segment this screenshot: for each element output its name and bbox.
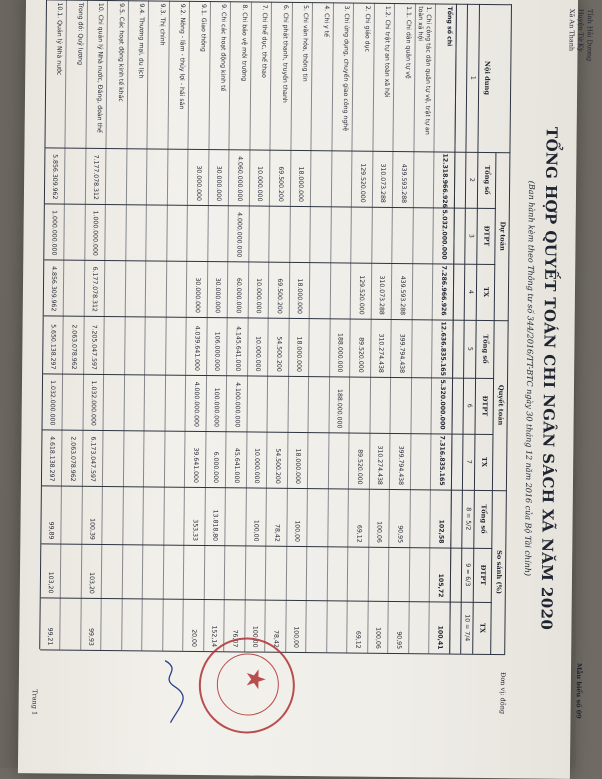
row-value: 102,58 (437, 491, 445, 543)
row-value (304, 208, 305, 258)
row-value (137, 488, 138, 540)
row-value (160, 263, 161, 313)
header-dtpt: ĐTPT (480, 378, 489, 434)
row-value: 152,14 (211, 601, 218, 647)
row-value: 4.618.138.297 (48, 431, 56, 481)
row-value: 78,42 (272, 602, 279, 648)
row-value: 100,41 (436, 603, 443, 649)
row-value: 7.316.835.165 (438, 435, 446, 485)
row-value: 129.520.000 (359, 153, 367, 203)
row-value: 69,12 (355, 491, 363, 543)
row-value (424, 491, 425, 543)
document-page (18, 0, 602, 763)
row-value: 6.177.078.312 (91, 262, 99, 312)
row-value (239, 547, 240, 595)
row-value (140, 206, 141, 256)
row-value: 353,33 (191, 489, 199, 541)
row-value: 99,93 (88, 600, 95, 646)
header-dtpt: ĐTPT (479, 548, 488, 602)
row-value: 105,72 (437, 549, 445, 597)
row-value (424, 435, 425, 485)
row-label: Tổng số chi (443, 7, 452, 149)
row-label: Trong đó: Quỹ lương (74, 3, 83, 145)
signature-mark (156, 657, 187, 727)
form-number: Mẫu biểu số 09 (575, 663, 584, 719)
row-value (427, 153, 428, 203)
row-value (179, 377, 180, 427)
row-value: 30.000.000 (215, 151, 223, 201)
row-value: 18.000.000 (296, 320, 304, 372)
row-label: 9.2. Nông - lâm - thủy lợi - hải sản (177, 4, 186, 146)
row-value (181, 207, 182, 257)
row-value (323, 320, 324, 372)
row-value: 90,95 (395, 603, 402, 649)
row-value (239, 489, 240, 541)
row-value (116, 488, 117, 540)
row-value: 4.100.000.000 (234, 377, 242, 427)
row-value (160, 207, 161, 257)
row-value (321, 548, 322, 596)
row-value: 30.000.000 (195, 151, 203, 201)
row-value (427, 209, 428, 259)
row-value (344, 264, 345, 314)
row-value (382, 549, 383, 597)
row-value: 10.000.000 (255, 320, 263, 372)
header-compare: So sánh (%) (494, 490, 504, 654)
row-value: 7.286.966.926 (440, 265, 448, 315)
row-value (118, 318, 119, 370)
row-value (79, 150, 80, 200)
row-value (323, 378, 324, 428)
row-value: 2.063.078.962 (69, 432, 77, 482)
row-value (159, 377, 160, 427)
header-total: Tổng số (479, 490, 488, 548)
row-label: 9.4. Thương mại, du lịch (136, 3, 145, 145)
row-value (198, 547, 199, 595)
row-value: 18.000.000 (294, 434, 302, 484)
column-index: 2 (468, 152, 476, 208)
row-value: 30.000.000 (214, 263, 222, 313)
row-value: 2.063.078.962 (70, 318, 78, 370)
row-label: 10. Chi quản lý Nhà nước, Đảng, đoàn thể (95, 3, 104, 145)
column-index: 3 (467, 208, 475, 264)
header-tx: TX (478, 602, 487, 654)
row-value: 54.500.200 (275, 320, 283, 372)
header-total: Tổng số (483, 152, 492, 208)
unit-label: Đơn vị: đồng (499, 672, 507, 714)
header-estimate: Dự toán (498, 152, 508, 320)
row-value: 39.641.000 (192, 433, 200, 483)
row-value (75, 546, 76, 594)
row-value (157, 547, 158, 595)
row-value: 1.000.000.000 (51, 205, 59, 255)
row-value (116, 546, 117, 594)
row-value (181, 151, 182, 201)
row-value: 100,00 (294, 490, 302, 542)
paper-sheet (18, 0, 578, 779)
row-value (405, 379, 406, 429)
row-value: 78,42 (273, 490, 281, 542)
row-label: 2. Chi giáo dục (361, 6, 370, 148)
document-subtitle: (Ban hành kèm theo Thông tư số 344/2016/TT-BTC ngày 30 tháng 12 năm 2016 của Bộ Tài chính) (521, 0, 538, 762)
row-value: 30.000.000 (194, 263, 202, 313)
row-value: 6.000.000 (212, 433, 220, 483)
row-value (137, 432, 138, 482)
row-value: 1.032.000.000 (49, 375, 57, 425)
row-value: 1.032.000.000 (90, 376, 98, 426)
row-value: 100,00 (253, 490, 261, 542)
settlement-table (594, 0, 602, 763)
row-value (321, 490, 322, 542)
province-label: Tỉnh Hải Dương (585, 9, 594, 61)
row-value (341, 548, 342, 596)
column-index: 5 (466, 320, 474, 378)
row-value: 90,95 (396, 491, 404, 543)
row-value (302, 378, 303, 428)
row-value (324, 264, 325, 314)
row-value (139, 318, 140, 370)
row-value (161, 151, 162, 201)
row-value (403, 549, 404, 597)
row-value (75, 488, 76, 540)
row-value: 89.520.000 (356, 435, 364, 485)
row-value (77, 376, 78, 426)
row-value: 106.000.000 (214, 319, 222, 371)
row-value: 69,12 (354, 603, 361, 649)
commune-label: Xã An Thanh (568, 9, 576, 51)
row-value: 100,39 (89, 488, 97, 540)
row-value (342, 490, 343, 542)
row-value: 69.500.200 (276, 264, 284, 314)
row-value (118, 376, 119, 426)
row-value (178, 433, 179, 483)
header-tx: TX (482, 264, 491, 320)
row-value (140, 150, 141, 200)
row-value (180, 319, 181, 371)
row-value (138, 376, 139, 426)
row-label: 8. Chi bảo vệ môi trường (238, 4, 247, 146)
row-value: 5.320.000.000 (439, 379, 447, 429)
row-value: 129.520.000 (358, 265, 366, 315)
row-value (119, 262, 120, 312)
row-value: 10.000.000 (256, 152, 264, 202)
row-label: 3. Chi ứng dụng, chuyển giao công nghệ (341, 5, 350, 147)
row-value: 5.032.000.000 (440, 209, 448, 259)
row-value: 439.593.288 (400, 153, 408, 203)
row-value (159, 319, 160, 371)
row-value (218, 547, 219, 595)
document-title: TỔNG HỢP QUYẾT TOÁN CHI NGÂN SÁCH XÃ NĂM 2020 (536, 0, 562, 763)
row-value (178, 489, 179, 541)
row-value: 7.177.078.312 (92, 150, 100, 200)
column-index: 6 (465, 378, 473, 434)
row-value (261, 378, 262, 428)
row-label: 9.1. Giao thông (197, 4, 206, 146)
district-label: Huyện Tứ Kỳ (576, 9, 584, 52)
row-value: 188.000.000 (337, 320, 345, 372)
row-value: 13.818,80 (212, 489, 220, 541)
row-value (177, 547, 178, 595)
row-value: 10.000.000 (253, 434, 261, 484)
row-value (263, 208, 264, 258)
row-value: 4.000.000.000 (193, 377, 201, 427)
row-value: 4.856.309.962 (50, 261, 58, 311)
row-label: 6. Chi phát thanh, truyền thanh (279, 5, 288, 147)
row-value: 310.073.288 (378, 265, 386, 315)
row-value (362, 549, 363, 597)
row-value (425, 379, 426, 429)
row-value: 103,20 (47, 545, 55, 593)
row-value: 100,00 (293, 602, 300, 648)
row-value: 100,06 (376, 491, 384, 543)
row-value: 20,00 (190, 601, 197, 647)
row-value: 12.318.966.926 (441, 153, 449, 203)
row-value (282, 378, 283, 428)
row-label: 10.1. Quản lý Nhà nước (54, 2, 63, 144)
row-value (222, 207, 223, 257)
row-value: 310.073.288 (379, 153, 387, 203)
column-index: 7 (465, 434, 473, 490)
row-label: 1. Chi công tác dân quân tự vệ, trật tự an toàn xã hội (415, 6, 432, 148)
row-label: 9.5. Các hoạt động kinh tế khác (115, 3, 124, 145)
row-value (157, 489, 158, 541)
row-value (78, 262, 79, 312)
row-value: 18.000.000 (296, 264, 304, 314)
row-label: 9. Chi các hoạt động kinh tế (218, 4, 227, 146)
column-index: 1 (468, 4, 477, 152)
column-index: 10 = 7/4 (463, 602, 471, 654)
row-value (120, 150, 121, 200)
row-value: 1.000.000.000 (92, 206, 100, 256)
row-value: 310.274.438 (376, 435, 384, 485)
row-value (78, 206, 79, 256)
row-value: 188.000.000 (336, 378, 344, 428)
row-value: 7.205.047.597 (91, 318, 99, 370)
row-value (117, 432, 118, 482)
row-value: 4.039.641.000 (193, 319, 201, 371)
row-value: 99,89 (48, 487, 56, 539)
stamp-star-icon: ★ (242, 667, 268, 691)
row-value (201, 207, 202, 257)
column-index: 9 = 6/3 (464, 548, 472, 602)
column-index: 4 (467, 264, 475, 320)
row-value: 76,07 (231, 601, 238, 647)
row-value (345, 152, 346, 202)
row-value: 4.000.000.000 (235, 207, 243, 257)
row-value: 12.636.835.165 (439, 321, 447, 373)
row-value (280, 548, 281, 596)
row-value: 103,20 (88, 546, 96, 594)
row-value: 4.060.000.000 (236, 151, 244, 201)
row-value (259, 548, 260, 596)
row-value (322, 434, 323, 484)
row-value (345, 208, 346, 258)
header-settlement: Quyết toán (496, 320, 506, 490)
official-stamp (198, 637, 295, 734)
row-value (283, 208, 284, 258)
row-value: 10.000.000 (255, 264, 263, 314)
row-value: 100.000.000 (213, 377, 221, 427)
row-value: 69.500.200 (277, 152, 285, 202)
row-value: 399.794.438 (397, 435, 405, 485)
row-value: 4.145.641.000 (234, 319, 242, 371)
row-value (364, 379, 365, 429)
row-value (386, 209, 387, 259)
row-value (325, 152, 326, 202)
row-value (139, 262, 140, 312)
row-value: 6.173.047.597 (89, 432, 97, 482)
column-index: 8 = 5/2 (464, 490, 472, 548)
row-value (324, 208, 325, 258)
row-label: 4. Chi y tế (320, 5, 329, 147)
header-content: Nội dung (482, 4, 492, 152)
row-value (423, 549, 424, 597)
header-tx: TX (480, 434, 489, 490)
row-value (300, 548, 301, 596)
row-label: 9.3. Thị chính (156, 4, 165, 146)
row-value (119, 206, 120, 256)
row-label: 1.2. Chi trật tự an toàn xã hội (382, 6, 391, 148)
row-value: 5.650.138.297 (50, 317, 58, 369)
row-value (180, 263, 181, 313)
row-value: 399.794.438 (398, 321, 406, 373)
row-value: 100,00 (252, 602, 259, 648)
row-value (136, 546, 137, 594)
row-value: 310.274.438 (378, 321, 386, 373)
page-number: Trang 1 (31, 689, 39, 715)
row-label: 5. Chi văn hóa, thông tin (300, 5, 309, 147)
row-value (426, 265, 427, 315)
row-value: 89.520.000 (357, 321, 365, 373)
row-value (426, 321, 427, 373)
row-label: 1.1. Chi dân quân tự vệ (402, 6, 411, 148)
row-value: 100,06 (375, 603, 382, 649)
row-value (406, 209, 407, 259)
header-dtpt: ĐTPT (482, 208, 491, 264)
row-value: 45.641.000 (233, 433, 241, 483)
table-rule (39, 0, 47, 649)
row-label: 7. Chi thể dục, thể thao (259, 5, 268, 147)
row-value: 99,21 (47, 599, 54, 645)
row-value (384, 379, 385, 429)
header-total: Tổng số (481, 320, 490, 378)
row-value (365, 209, 366, 259)
row-value (342, 434, 343, 484)
row-value (158, 433, 159, 483)
row-value: 5.856.309.962 (51, 149, 59, 199)
row-value: 439.593.288 (399, 265, 407, 315)
row-value: 60.000.000 (235, 263, 243, 313)
row-value: 18.000.000 (297, 152, 305, 202)
row-value: 54.500.200 (274, 434, 282, 484)
